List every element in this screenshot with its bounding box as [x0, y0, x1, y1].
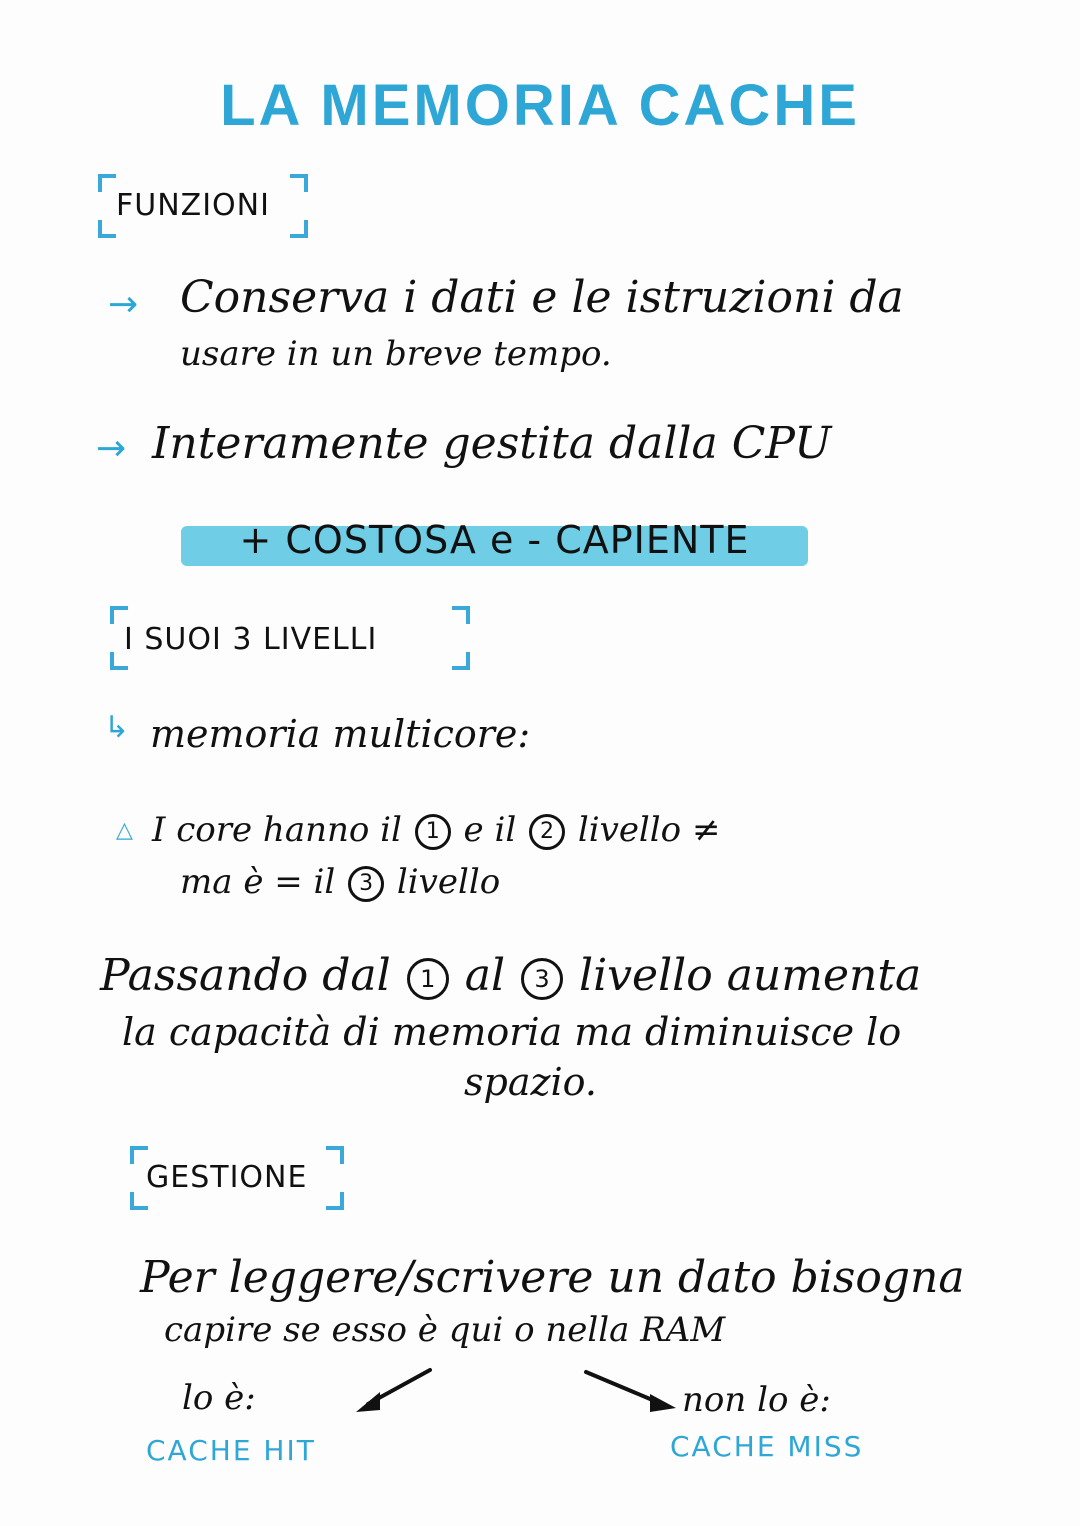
level-1-circle: 1 [415, 814, 451, 850]
arrow-down-left-icon [350, 1364, 440, 1420]
level-2-circle: 2 [529, 814, 565, 850]
section-label-funzioni: FUNZIONI [116, 188, 270, 223]
core-note-line1: I core hanno il 1 e il 2 livello ≠ [152, 810, 721, 850]
arrow-down-right-icon [580, 1366, 680, 1418]
bullet-gestita: Interamente gestita dalla CPU [152, 418, 832, 469]
arrow-icon: → [96, 428, 127, 469]
gestione-line2: capire se esso è qui o nella RAM [164, 1310, 726, 1350]
passando-line3: spazio. [464, 1060, 597, 1104]
page-title: LA MEMORIA CACHE [220, 73, 860, 138]
triangle-icon: △ [116, 818, 133, 843]
level-3-circle: 3 [348, 866, 384, 902]
gestione-line1: Per leggere/scrivere un dato bisogna [140, 1252, 965, 1303]
hook-arrow-icon: ↳ [104, 710, 130, 745]
arrow-icon: → [108, 284, 139, 325]
case-miss-label: non lo è: [682, 1380, 831, 1420]
section-label-livelli: I SUOI 3 LIVELLI [124, 622, 378, 657]
multicore-label: memoria multicore: [150, 712, 531, 756]
cache-hit-label: CACHE HIT [146, 1434, 316, 1467]
bullet-conserva-line2: usare in un breve tempo. [180, 334, 612, 374]
bullet-conserva-line1: Conserva i dati e le istruzioni da [180, 272, 904, 323]
passando-line1: Passando dal 1 al 3 livello aumenta [100, 950, 922, 1001]
passando-line2: la capacità di memoria ma diminuisce lo [122, 1010, 902, 1054]
section-label-gestione: GESTIONE [146, 1160, 308, 1195]
cache-miss-label: CACHE MISS [670, 1430, 864, 1463]
costosa-capiente-note: + COSTOSA e - CAPIENTE [239, 518, 750, 562]
level-3-circle: 3 [521, 958, 563, 1000]
case-hit-label: lo è: [182, 1378, 256, 1418]
level-1-circle: 1 [407, 958, 449, 1000]
core-note-line2: ma è = il 3 livello [180, 862, 501, 902]
